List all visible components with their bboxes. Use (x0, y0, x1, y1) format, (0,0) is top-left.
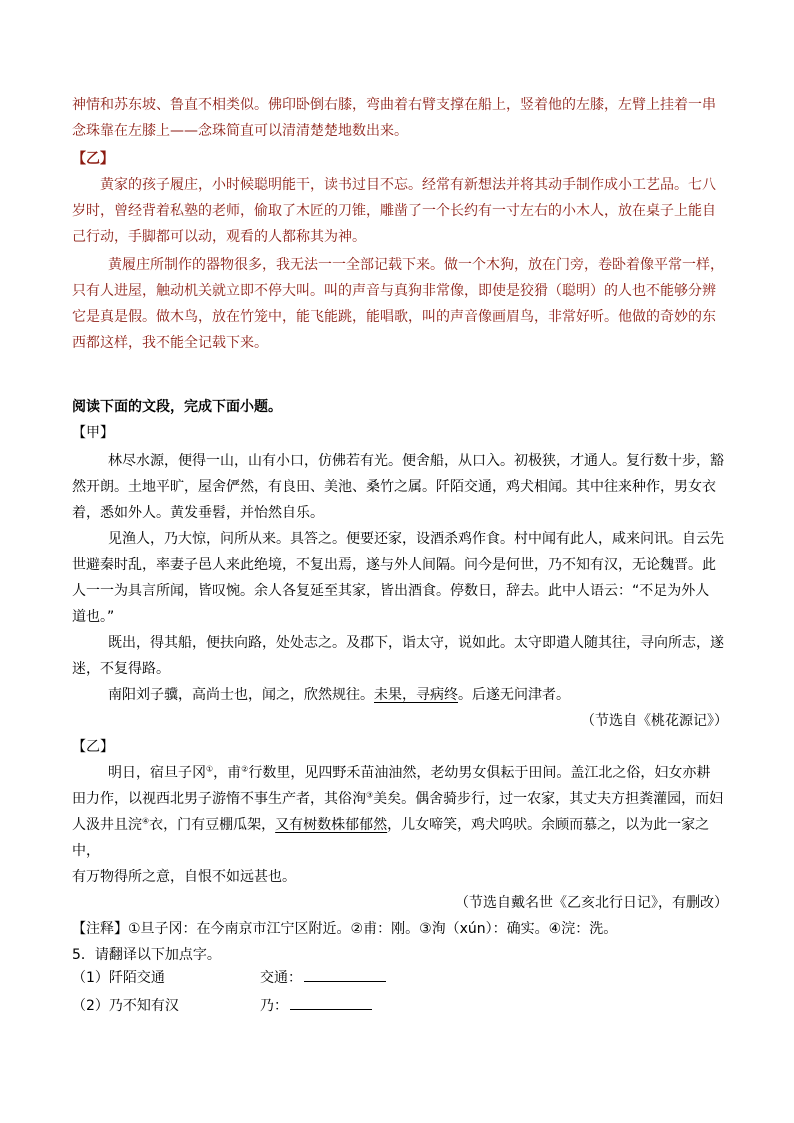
footnote-marker: ① (206, 764, 214, 774)
text-line: 它是真是假。做木鸟，放在竹笼中，能飞能跳，能唱歌，叫的声音像画眉鸟，非常好听。他做的奇妙的东 (72, 309, 716, 325)
text-span: 人汲井且浣 (72, 817, 142, 833)
text-line: 着，悉如外人。黄发垂髫，并怡然自乐。 (72, 505, 324, 521)
underlined-phrase: 又有树数株郁郁然 (275, 817, 388, 833)
text-line: 有万物得所之意，自恨不如远甚也。 (72, 869, 296, 885)
section-label-yi: 【乙】 (72, 739, 114, 755)
source-citation-jia: （节选自《桃花源记》） (581, 713, 728, 729)
instruction-heading: 阅读下面的文段，完成下面小题。 (72, 399, 282, 415)
text-span: 行数里，见四野禾苗油油然，老幼男女俱耘于田间。盖江北之俗，妇女亦耕 (248, 765, 711, 781)
answer-blank[interactable] (304, 967, 386, 982)
question-prompt: 5．请翻译以下加点字。 (72, 947, 221, 963)
text-span: ，甫 (213, 765, 242, 781)
underlined-phrase: 未果，寻病终 (374, 687, 458, 703)
text-line: 念珠靠在左膝上——念珠简直可以清清楚楚地数出来。 (72, 123, 408, 139)
answer-field-2[interactable] (260, 995, 372, 1015)
text-line: 林尽水源，便得一山，山有小口，仿佛若有光。便舍船，从口入。初极狭，才通人。复行数十步，豁 (108, 453, 724, 469)
section-label-jia: 【甲】 (72, 425, 114, 441)
text-line: 岁时，曾经背着私塾的老师，偷取了木匠的刀锥，雕凿了一个长约有一寸左右的小木人，放在桌子上能自 (72, 203, 716, 219)
text-line: 道也。” (72, 609, 115, 625)
text-line (72, 760, 728, 786)
text-line: 然开朗。土地平旷，屋舍俨然，有良田、美池、桑竹之属。阡陌交通，鸡犬相闻。其中往来种作，男女衣 (72, 479, 716, 495)
text-line: 己行动，手脚都可以动，观看的人都称其为神。 (72, 229, 366, 245)
question-item-2 (72, 995, 179, 1015)
answer-label: 乃： (260, 998, 288, 1014)
section-label-yi: 【乙】 (72, 151, 114, 167)
source-citation-yi: （节选自戴名世《乙亥北行日记》，有删改） (455, 895, 728, 911)
text-span: 美矣。偶舍骑步行，过一农家，其丈夫方担粪灌园，而妇 (373, 791, 724, 807)
answer-field-1[interactable] (260, 967, 386, 987)
question-item-text: （1）阡陌交通 (72, 970, 165, 986)
text-line (72, 786, 728, 812)
text-line: 西都这样，我不能全记载下来。 (72, 335, 268, 351)
text-line: 黄履庄所制作的器物很多，我无法一一全部记载下来。做一个木狗，放在门旁，卷卧着像平常一样， (108, 257, 724, 273)
text-line: 只有人进屋，触动机关就立即不停大叫。叫的声音与真狗非常像，即使是狡猾（聪明）的人也不能够分辨 (72, 283, 716, 299)
question-item-1 (72, 967, 165, 987)
text-line (72, 812, 728, 864)
footnote-marker: ③ (366, 790, 374, 800)
text-line: 世避秦时乱，率妻子邑人来此绝境，不复出焉，遂与外人间隔。问今是何世，乃不知有汉，无论魏晋。此 (72, 557, 716, 573)
text-span: 衣，门有豆棚瓜架， (149, 817, 276, 833)
text-span: 。后遂无问津者。 (458, 687, 570, 703)
question-item-text: （2）乃不知有汉 (72, 998, 179, 1014)
text-span: ，儿女啼笑，鸡犬呜吠。余顾而慕之，以为此一家之中， (72, 817, 710, 859)
annotation-note: 【注释】①旦子冈：在今南京市江宁区附近。②甫：刚。③洵（xún）：确实。④浣：洗。 (72, 921, 618, 937)
text-span: 田力作，以视西北男子游惰不事生产者，其俗洵 (72, 791, 366, 807)
text-span: 南阳刘子骥，高尚士也，闻之，欣然规往。 (108, 687, 374, 703)
answer-blank[interactable] (290, 995, 372, 1010)
text-line: 黄家的孩子履庄，小时候聪明能干，读书过目不忘。经常有新想法并将其动手制作成小工艺品。七八 (100, 177, 716, 193)
footnote-marker: ② (241, 764, 249, 774)
text-line: 迷，不复得路。 (72, 661, 170, 677)
text-line: 神情和苏东坡、鲁直不相类似。佛印卧倒右膝，弯曲着右臂支撑在船上，竖着他的左膝，左臂上挂着一串 (72, 97, 716, 113)
reading-section (72, 394, 728, 968)
text-line: 见渔人，乃大惊，问所从来。具答之。便要还家，设酒杀鸡作食。村中闻有此人，咸来问讯。自云先 (108, 531, 724, 547)
text-line: 既出，得其船，便扶向路，处处志之。及郡下，诣太守，说如此。太守即遣人随其往，寻向所志，遂 (108, 635, 724, 651)
text-line: 人一一为具言所闻，皆叹惋。余人各复延至其家，皆出酒食。停数日，辞去。此中人语云：“不足为外人 (72, 583, 710, 599)
answer-label: 交通： (260, 970, 302, 986)
text-span: 明日，宿旦子冈 (108, 765, 206, 781)
translation-passage (72, 92, 728, 356)
text-line (72, 682, 728, 708)
footnote-marker: ④ (142, 816, 150, 826)
